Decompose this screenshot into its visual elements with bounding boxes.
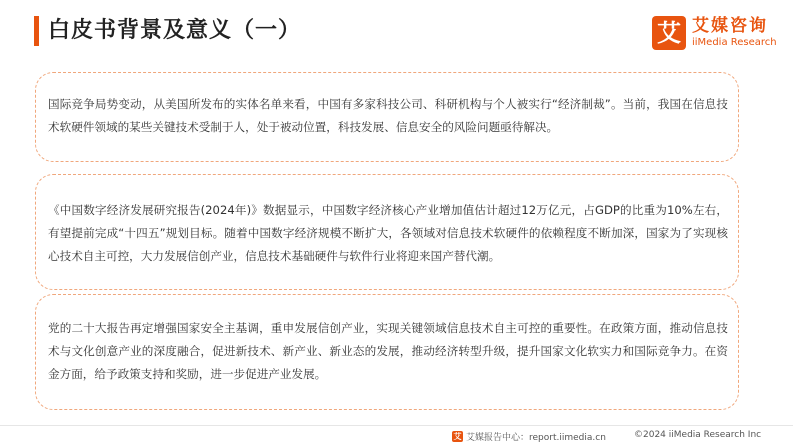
footer-copyright: ©2024 iiMedia Research Inc: [634, 430, 762, 440]
logo-name-cn: 艾媒咨询: [692, 16, 768, 36]
title-accent-bar: [34, 16, 39, 46]
paragraph-3: 党的二十大报告再定增强国家安全主基调，重申发展信创产业，实现关键领域信息技术自主可控的重要性。在政策方面，推动信息技术与文化创意产业的深度融合，促进新技术、新产业、新业态的发展，推动经济转型升级，提升国家文化软实力和国际竞争力。在资金方面，给予政策支持和奖励，进一步促进产业发展。: [48, 321, 728, 381]
paragraph-2: 《中国数字经济发展研究报告(2024年)》数据显示，中国数字经济核心产业增加值估计超过12万亿元，占GDP的比重为10%左右，有望提前完成“十四五”规划目标。随着中国数字经济规模不断扩大，各领域对信息技术软硬件的依赖程度不断加深，国家为了实现核心技术自主可控，大力发展信创产业，信息技术基础硬件与软件行业将迎来国产替代潮。: [48, 203, 728, 263]
page-title: 白皮书背景及意义（一）: [48, 18, 302, 43]
logo-mark-glyph: 艾: [657, 19, 681, 47]
logo-mark-icon: [652, 16, 686, 50]
footer-source-text[interactable]: 艾媒报告中心：report.iimedia.cn: [466, 433, 606, 443]
content-box-3: [35, 294, 739, 410]
footer-divider: [0, 425, 793, 426]
brand-logo: [652, 16, 780, 50]
footer-source: [452, 430, 606, 443]
footer-logo-icon: 艾: [453, 432, 462, 441]
paragraph-1: 国际竞争局势变动，从美国所发布的实体名单来看，中国有多家科技公司、科研机构与个人被实行“经济制裁”。当前，我国在信息技术软硬件领域的某些关键技术受制于人，处于被动位置，科技发展、信息安全的风险问题亟待解决。: [48, 97, 728, 134]
logo-name-en: iiMedia Research: [692, 37, 777, 48]
content-box-2: [35, 174, 739, 290]
content-box-1: [35, 72, 739, 162]
